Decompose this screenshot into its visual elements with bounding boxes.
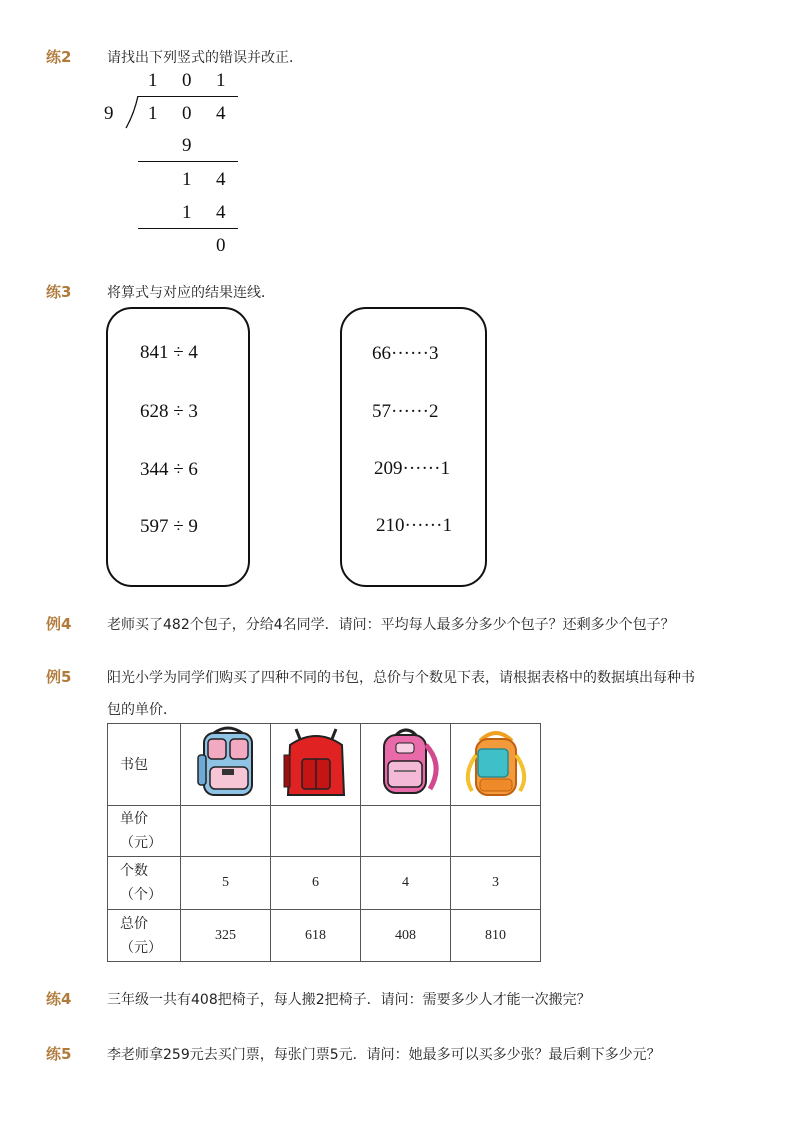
exercise-prompt-li4: 老师买了482个包子，分给4名同学．请问：平均每人最多分多少个包子？还剩多少个包子？ — [107, 617, 675, 633]
unit-price-cell[interactable] — [361, 806, 451, 857]
result-item: 66······3 — [372, 343, 439, 364]
exercise-label-lian5: 练5 — [46, 1045, 72, 1063]
dividend-digit: 0 — [182, 103, 192, 124]
row-header-line: 个数 — [120, 863, 148, 879]
row-header-unit-price — [108, 806, 181, 857]
dividend-digit: 4 — [216, 103, 226, 124]
result-item: 57······2 — [372, 401, 439, 422]
expression-item: 344 ÷ 6 — [140, 459, 198, 480]
row-header-total — [108, 910, 181, 962]
table-cell — [181, 724, 271, 806]
row-header-line: 单价 — [120, 811, 148, 827]
total-cell: 408 — [361, 910, 451, 962]
row-header-line: 总价 — [120, 915, 148, 932]
row-header-line: （元） — [120, 835, 162, 851]
row-header-line: （个） — [120, 887, 162, 903]
remainder-digit: 0 — [216, 235, 226, 256]
total-cell: 618 — [271, 910, 361, 962]
exercise-prompt-lian4: 三年级一共有408把椅子，每人搬2把椅子．请问：需要多少人才能一次搬完？ — [107, 992, 591, 1008]
step-line — [138, 228, 238, 229]
table-row — [108, 857, 541, 910]
step-digit: 1 — [182, 202, 192, 223]
expression-item: 841 ÷ 4 — [140, 342, 198, 363]
quotient-digit: 1 — [148, 70, 158, 91]
step-line — [138, 161, 238, 162]
row-header-line: （元） — [120, 939, 162, 956]
count-cell: 4 — [361, 857, 451, 910]
result-item: 210······1 — [376, 515, 452, 536]
step-digit: 4 — [216, 202, 226, 223]
table-row — [108, 724, 541, 806]
table-row — [108, 910, 541, 962]
table-row — [108, 806, 541, 857]
exercise-prompt-lian3: 将算式与对应的结果连线． — [107, 285, 275, 301]
unit-price-cell[interactable] — [271, 806, 361, 857]
exercise-label-lian2: 练2 — [46, 48, 72, 66]
step-digit: 4 — [216, 169, 226, 190]
table-cell — [271, 724, 361, 806]
bag-price-table — [107, 723, 541, 962]
exercise-prompt-li5-line2: 包的单价． — [107, 702, 177, 718]
division-bar — [138, 96, 238, 97]
row-header-count — [108, 857, 181, 910]
exercise-label-li4: 例4 — [46, 615, 72, 633]
red-backpack-icon — [276, 725, 356, 801]
count-cell: 3 — [451, 857, 541, 910]
exercise-label-lian4: 练4 — [46, 990, 72, 1008]
count-cell: 5 — [181, 857, 271, 910]
divisor: 9 — [104, 103, 114, 124]
exercise-label-lian3: 练3 — [46, 283, 72, 301]
exercise-prompt-li5-line1: 阳光小学为同学们购买了四种不同的书包，总价与个数见下表，请根据表格中的数据填出每种书 — [107, 670, 695, 686]
quotient-digit: 0 — [182, 70, 192, 91]
unit-price-cell[interactable] — [181, 806, 271, 857]
blue-backpack-icon — [186, 725, 266, 801]
pink-backpack-icon — [366, 725, 446, 801]
exercise-prompt-lian5: 李老师拿259元去买门票，每张门票5元．请问：她最多可以买多少张？最后剩下多少元？ — [107, 1047, 661, 1063]
division-bracket — [122, 96, 142, 130]
total-cell: 810 — [451, 910, 541, 962]
orange-backpack-icon — [456, 725, 536, 801]
expression-item: 597 ÷ 9 — [140, 516, 198, 537]
step-digit: 1 — [182, 169, 192, 190]
count-cell: 6 — [271, 857, 361, 910]
dividend-digit: 1 — [148, 103, 158, 124]
unit-price-cell[interactable] — [451, 806, 541, 857]
quotient-digit: 1 — [216, 70, 226, 91]
exercise-prompt-lian2: 请找出下列竖式的错误并改正． — [107, 50, 303, 66]
exercise-label-li5: 例5 — [46, 668, 72, 686]
step-digit: 9 — [182, 135, 192, 156]
expression-item: 628 ÷ 3 — [140, 401, 198, 422]
table-header-bag: 书包 — [108, 724, 181, 806]
table-cell — [451, 724, 541, 806]
result-item: 209······1 — [374, 458, 450, 479]
total-cell: 325 — [181, 910, 271, 962]
table-cell — [361, 724, 451, 806]
